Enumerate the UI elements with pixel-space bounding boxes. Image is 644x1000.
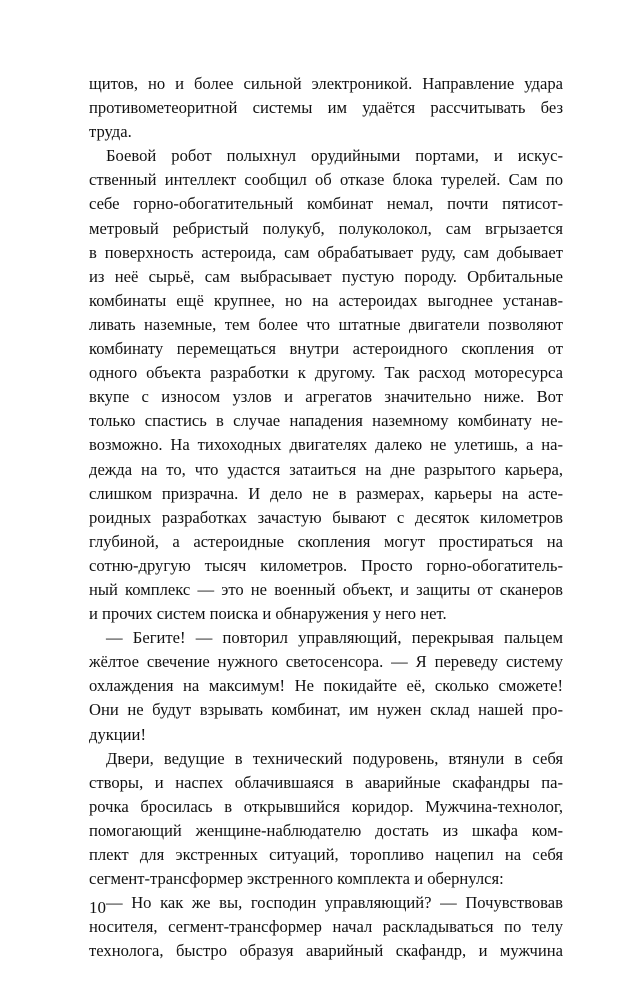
text-line: и прочих систем поиска и обнаружения у него нет. bbox=[89, 604, 447, 624]
text-line: возможно. На тихоходных двигателях далеко не улетишь, а на- bbox=[89, 435, 563, 455]
text-line: дежда на то, что удастся затаиться на дне разрытого карьера, bbox=[89, 459, 563, 479]
text-line: из неё сырьё, сам выбрасывает пустую породу. Орбитальные bbox=[89, 266, 563, 286]
text-line: рочка бросилась в открывшийся коридор. Мужчина-технолог, bbox=[89, 796, 563, 816]
text-line: технолога, быстро образуя аварийный скафандр, и мужчина bbox=[89, 941, 563, 961]
text-line: створы, и наспех облачившаяся в аварийные скафандры па- bbox=[89, 772, 563, 792]
text-line: только спастись в случае нападения наземному комбинату не- bbox=[89, 411, 563, 431]
text-line: Двери, ведущие в технический подуровень, втянули в себя bbox=[106, 748, 563, 768]
text-line: помогающий женщине-наблюдателю достать из шкафа ком- bbox=[89, 820, 563, 840]
body-text bbox=[89, 72, 563, 963]
text-line: сотню-другую тысяч километров. Просто горно-обогатитель- bbox=[89, 555, 563, 575]
text-line: труда. bbox=[89, 122, 132, 142]
text-line: — Но как же вы, господин управляющий? — Почувствовав bbox=[106, 893, 563, 913]
text-line: ный комплекс — это не военный объект, и защиты от сканеров bbox=[89, 579, 563, 599]
text-line: комбинаты ещё крупнее, но на астероидах выгоднее устанав- bbox=[89, 290, 563, 310]
text-line: охлаждения на максимум! Не покидайте её, сколько сможете! bbox=[89, 676, 563, 696]
text-line: глубиной, а астероидные скопления могут простираться на bbox=[89, 531, 563, 551]
text-line: слишком призрачна. И дело не в размерах, карьеры на асте- bbox=[89, 483, 563, 503]
text-line: себе горно-обогатительный комбинат немал, почти пятисот- bbox=[89, 194, 563, 214]
text-line: одного объекта разработки к другому. Так расход моторесурса bbox=[89, 363, 563, 383]
text-line: — Бегите! — повторил управляющий, перекрывая пальцем bbox=[106, 628, 563, 648]
text-line: щитов, но и более сильной электроникой. Направление удара bbox=[89, 74, 563, 93]
text-line: ливать наземные, тем более что штатные двигатели позволяют bbox=[89, 314, 563, 334]
text-line: комбинату перемещаться внутри астероидного скопления от bbox=[89, 339, 563, 359]
text-line: метровый ребристый полукуб, полуколокол, сам вгрызается bbox=[89, 218, 563, 238]
text-line: Боевой робот полыхнул орудийными портами, и искус- bbox=[106, 146, 563, 166]
text-line: носителя, сегмент-трансформер начал раскладываться по телу bbox=[89, 917, 563, 937]
text-line: в поверхность астероида, сам обрабатывает руду, сам добывает bbox=[89, 242, 563, 262]
text-line: дукции! bbox=[89, 724, 146, 744]
text-line: вкупе с износом узлов и агрегатов значительно ниже. Вот bbox=[89, 387, 563, 407]
text-line: сегмент-трансформер экстренного комплекта и обернулся: bbox=[89, 869, 504, 889]
text-line: Они не будут взрывать комбинат, им нужен склад нашей про- bbox=[89, 700, 563, 720]
text-line: жёлтое свечение нужного светосенсора. — Я переведу систему bbox=[89, 652, 563, 672]
text-line: роидных разработках зачастую бывают с десяток километров bbox=[89, 507, 563, 527]
text-line: противометеоритной системы им удаётся рассчитывать без bbox=[89, 98, 563, 118]
text-line: плект для экстренных ситуаций, торопливо нацепил на себя bbox=[89, 845, 563, 864]
text-line: ственный интеллект сообщил об отказе блока турелей. Сам по bbox=[89, 170, 563, 190]
page-number: 10 bbox=[89, 898, 106, 917]
